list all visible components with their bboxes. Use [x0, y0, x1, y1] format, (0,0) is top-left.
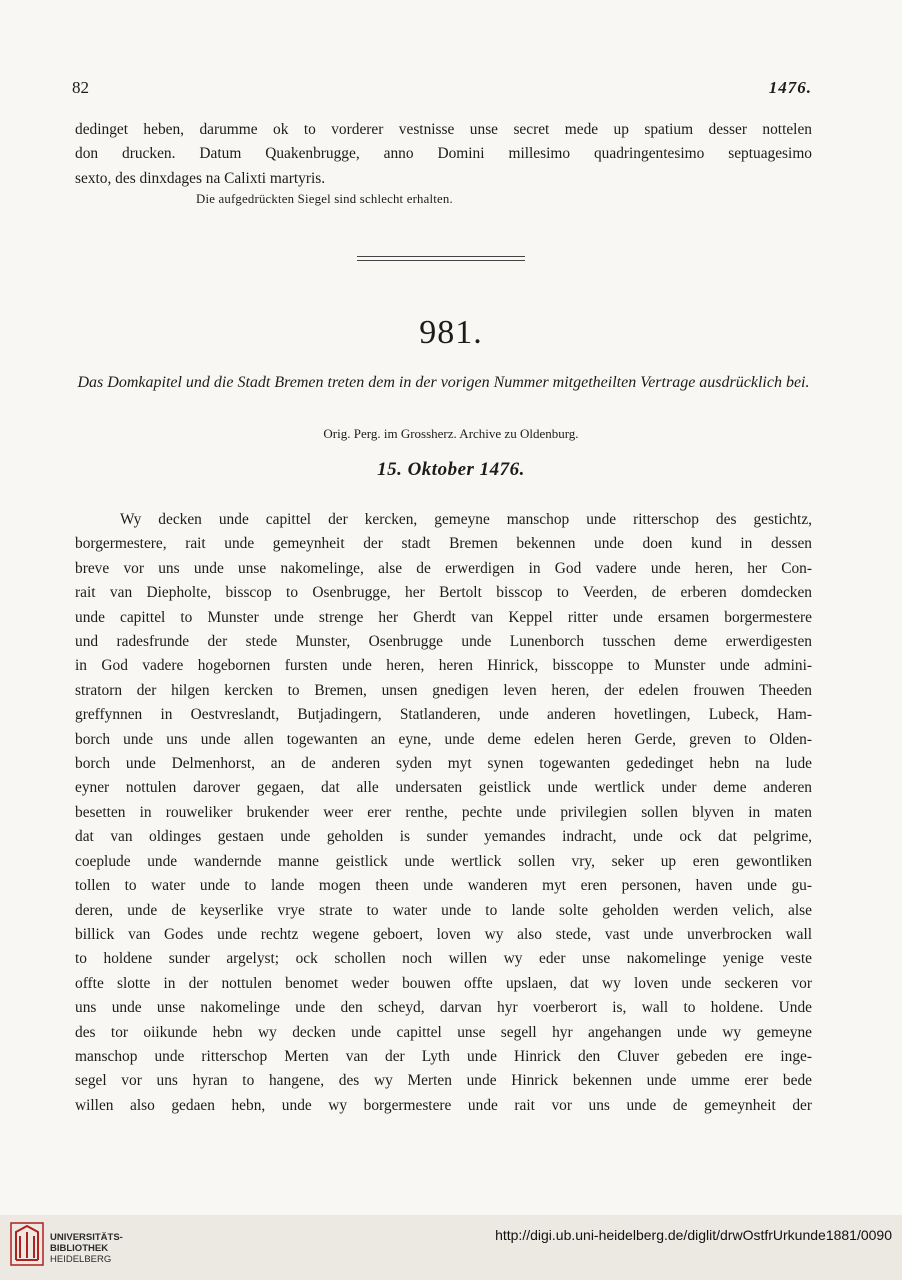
library-name-line: UNIVERSITÄTS- [50, 1232, 123, 1243]
text-line: dat van oldinges gestaen unde geholden is sunder yemandes indracht, unde ock dat pelgrime, [75, 828, 812, 846]
text-line: unde capittel to Munster unde strenge her Gherdt van Keppel ritter unde ersamen borgermestere [75, 608, 812, 626]
text-line: segel vor uns hyran to hangene, des wy Merten unde Hinrick bekennen unde umme erer bede [75, 1072, 812, 1090]
document-title: Das Domkapitel und die Stadt Bremen treten dem in der vorigen Nummer mitgetheilten Vertrage ausdrücklich bei. [77, 374, 810, 391]
text-line: borgermestere, rait unde gemeynheit der stadt Bremen bekennen unde doen kund in dessen [75, 535, 812, 553]
text-line: rait van Diepholte, bisscop to Osenbrugge, her Bertolt bisscop to Veerden, de erberen domdecken [75, 584, 812, 602]
text-line: dedinget heben, darumme ok to vorderer vestnisse unse secret mede up spatium desser nottelen [75, 121, 812, 138]
document-date: 15. Oktober 1476. [377, 459, 525, 480]
text-line: in God vadere hogebornen fursten unde heren, heren Hinrick, bisscoppe to Munster unde admini- [75, 657, 812, 675]
footer-bar [0, 1215, 902, 1280]
document-body [75, 508, 812, 1118]
page-number: 82 [72, 78, 89, 97]
library-name-line: BIBLIOTHEK [50, 1243, 109, 1254]
document-number: 981. [419, 314, 483, 351]
text-line: sexto, des dinxdages na Calixti martyris. [75, 169, 326, 187]
text-line: borch unde uns unde allen togewanten an eyne, unde deme edelen heren Gerde, greven to Olden- [75, 730, 812, 748]
text-line: willen also gedaen hebn, unde wy borgermestere unde rait vor uns unde de gemeynheit der [75, 1096, 812, 1114]
text-line: Wy decken unde capittel der kercken, gemeyne manschop unde ritterschop des gestichtz, [120, 511, 812, 528]
text-line: breve vor uns unde unse nakomelinge, alse de erwerdigen in God vadere unde heren, her Con- [75, 559, 812, 577]
text-line: und radesfrunde der stede Munster, Osenbrugge unde Lunenborch tusschen deme erwerdigesten [75, 633, 812, 651]
text-line: des tor oiikunde hebn wy decken unde capittel unse segell hyr angehangen unde wy gemeyne [75, 1023, 812, 1041]
divider-rule [357, 260, 525, 261]
library-name-line: HEIDELBERG [50, 1254, 112, 1265]
document-source: Orig. Perg. im Grossherz. Archive zu Oldenburg. [323, 426, 579, 441]
library-name [50, 1232, 123, 1265]
text-line: coeplude unde wandernde manne geistlick unde wertlick sollen vry, seker up eren gewontliken [75, 852, 812, 870]
text-line: offte slotte in der nottulen benomet weder bouwen offte upslaen, dat wy loven unde seckeren vor [75, 974, 812, 992]
divider-rule [357, 256, 525, 257]
text-line: stratorn der hilgen kercken to Bremen, unsen gnedigen leven heren, der edelen frouwen Theeden [75, 681, 812, 699]
text-line: deren, unde de keyserlike vrye strate to water unde to lande solte geholden werden velich, alse [75, 901, 812, 919]
seal-note: Die aufgedrückten Siegel sind schlecht erhalten. [196, 192, 453, 206]
text-line: billick van Godes unde rechtz wegene geboert, loven wy also stede, vast unde unverbrocken wall [75, 925, 812, 943]
permalink-url[interactable]: http://digi.ub.uni-heidelberg.de/diglit/drwOstfrUrkunde1881/0090 [495, 1227, 892, 1243]
running-head-year: 1476. [768, 78, 812, 97]
text-line: greffynnen in Oestvreslandt, Butjadingern, Statlanderen, unde anderen hovetlingen, Lubeck, Ham- [75, 706, 812, 724]
text-line: uns unde unse nakomelinge unde den scheyd, darvan hyr voerberort is, wall to holdene. Unde [75, 999, 812, 1017]
text-line: to holdene sunder argelyst; ock schollen noch willen wy eder unse nakomelinge yenige veste [75, 950, 812, 968]
text-line: eyner nottulen darover gegaen, dat alle undersaten geistlick unde wertlick under deme anderen [75, 779, 812, 797]
previous-document-text [75, 118, 812, 191]
text-line: besetten in rouweliker brukender weer erer renthe, pechte unde privilegien sollen blyven in maten [75, 803, 812, 821]
text-line: don drucken. Datum Quakenbrugge, anno Domini millesimo quadringentesimo septuagesimo [75, 145, 812, 163]
university-library-logo-icon [10, 1222, 44, 1266]
text-line: borch unde Delmenhorst, an de anderen syden myt synen togewanten gededinget hebn na lude [75, 755, 812, 773]
text-line: manschop unde ritterschop Merten van der Lyth unde Hinrick den Cluver gebeden ere inge- [75, 1047, 812, 1065]
text-line: tollen to water unde to lande mogen theen unde wanderen myt eren personen, haven unde gu- [75, 877, 812, 895]
